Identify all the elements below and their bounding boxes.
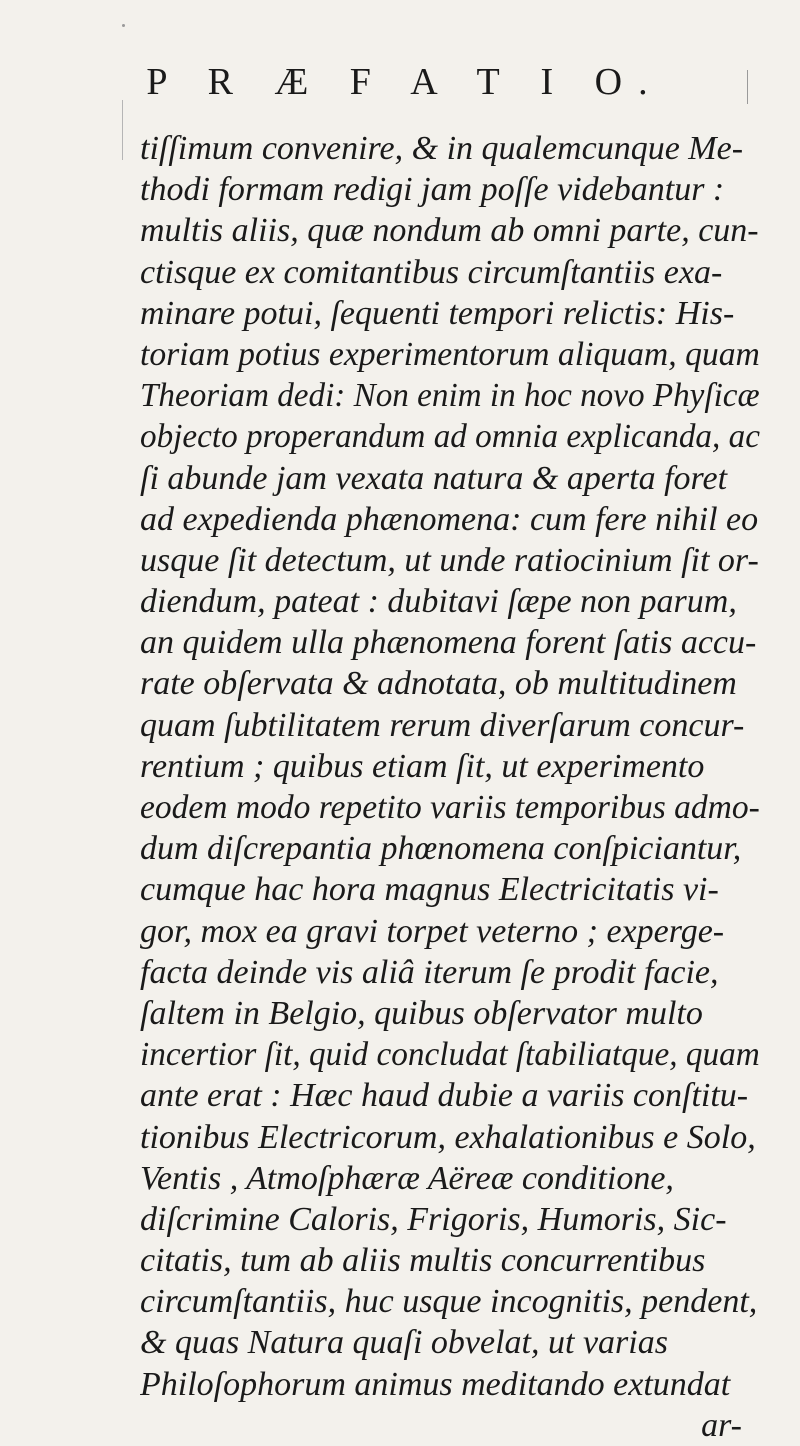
text-line: usque ſit detectum, ut unde ratiocinium ſit or- [140,541,759,579]
text-line: & quas Natura quaſi obvelat, ut varias [140,1324,668,1362]
text-line: rentium ; quibus etiam ſit, ut experimento [140,747,705,785]
body-text [140,128,760,1446]
text-line: ctisque ex comitantibus circumſtantiis exa- [140,253,723,291]
text-line: toriam potius experimentorum aliquam, quam [140,335,760,373]
page-heading: P R Æ F A T I O. [146,61,664,103]
text-line: Theoriam dedi: Non enim in hoc novo Phyſicæ [140,377,760,415]
text-line: incertior ſit, quid concludat ſtabiliatque, quam [140,1036,760,1074]
text-line: tiſſimum convenire, & in qualemcunque Me- [140,130,744,167]
text-line: ſaltem in Belgio, quibus obſervator multo [140,994,703,1032]
text-line: minare potui, ſequenti tempori relictis: His- [140,294,735,332]
text-line: multis aliis, quæ nondum ab omni parte, cun- [140,212,759,250]
text-line: rate obſervata & adnotata, ob multitudinem [140,665,737,703]
text-line: diendum, pateat : dubitavi ſæpe non parum, [140,583,737,621]
text-line: thodi formam redigi jam poſſe videbantur : [140,171,725,209]
text-line: facta deinde vis aliâ iterum ſe prodit facie, [140,953,719,991]
text-line: Ventis , Atmoſphæræ Aëreæ conditione, [140,1159,674,1197]
catchword: ar- [701,1406,742,1444]
text-line: cumque hac hora magnus Electricitatis vi- [140,871,719,909]
text-line: citatis, tum ab aliis multis concurrentibus [140,1242,706,1280]
text-line: objecto properandum ad omnia explicanda, ac [140,418,760,456]
text-line: tionibus Electricorum, exhalationibus e Solo, [140,1118,756,1156]
text-line: eodem modo repetito variis temporibus admo- [140,789,760,826]
text-line: an quidem ulla phænomena forent ſatis accu- [140,624,757,662]
text-line: circumſtantiis, huc usque incognitis, pendent, [140,1283,758,1321]
text-line: quam ſubtilitatem rerum diverſarum concur- [140,706,745,744]
text-line: ſi abunde jam vexata natura & aperta foret [140,459,728,497]
gutter-mark [122,100,123,160]
text-line: ante erat : Hæc haud dubie a variis conſtitu- [140,1077,749,1115]
text-line: gor, mox ea gravi torpet veterno ; experge- [140,912,725,950]
text-line: Philoſophorum animus meditando extundat [140,1365,731,1403]
text-line: ad expedienda phænomena: cum fere nihil eo [140,500,759,538]
text-line: diſcrimine Caloris, Frigoris, Humoris, Sic- [140,1200,727,1238]
text-line: dum diſcrepantia phœnomena conſpiciantur, [140,830,742,868]
page-blemish [122,24,125,27]
